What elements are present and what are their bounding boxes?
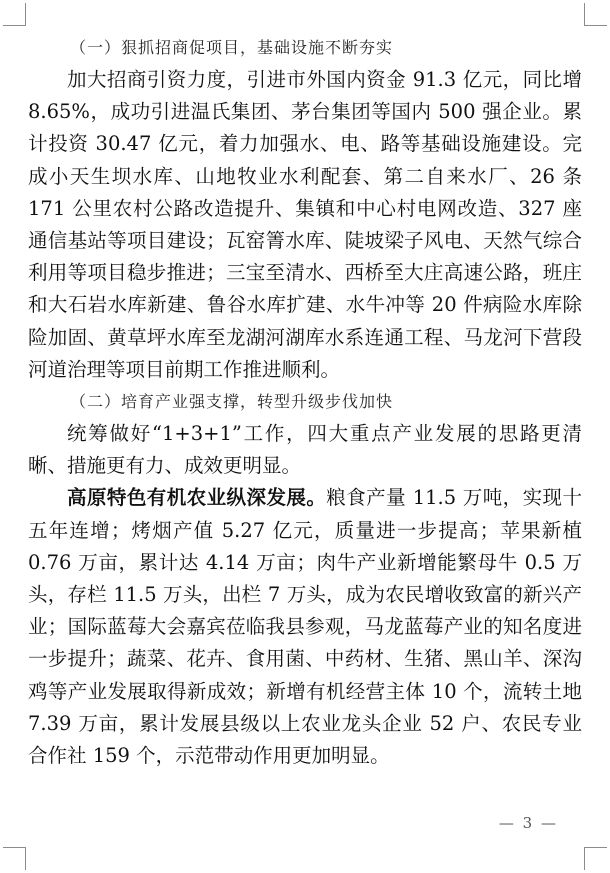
page-number: — 3 — [498,814,558,832]
paragraph-text: 粮食产量 11.5 万吨，实现十五年连增；烤烟产值 5.27 亿元，质量进一步提高；苹果新植 0.76 万亩，累计达 4.14 万亩；肉牛产业新增能繁母牛 0.5 万头，存栏 11.5 万头，出栏 7 万头，成为农民增收致富的新兴产业；国际蓝莓大会嘉宾莅临我县参观，马龙蓝莓产业的知名度进一步提升；蔬菜、花卉、食用菌、中药材、生猪、黑山羊、深沟鸡等产业发展取得新成效；新增有机经营主体 10 个，流转土地 7.39 万亩，累计发展县级以上农业龙头企业 52 户、农民专业合作社 159 个，示范带动作用更加明显。 [28,486,582,768]
body-paragraph [28,418,582,482]
section-heading: （一）狠抓招商促项目，基础设施不断夯实 [70,38,394,57]
crop-mark-top-right [584,3,607,26]
crop-mark-bottom-left [3,847,26,870]
section-heading: （二）培育产业强支撑，转型升级步伐加快 [70,392,394,412]
document-body [28,32,582,772]
crop-mark-top-left [3,3,26,26]
crop-mark-bottom-right [584,847,607,870]
paragraph-text: 加大招商引资力度，引进市外国内资金 91.3 亿元，同比增 8.65%，成功引进温氏集团、茅台集团等国内 500 强企业。累计投资 30.47 亿元，着力加强水、电、路等基础设施建设。完成小天生坝水库、山地牧业水利配套、第二自来水厂、26 条 171 公里农村公路改造提升、集镇和中心村电网改造、327 座通信基站等项目建设；瓦窑箐水库、陡坡梁子风电、天然气综合利用等项目稳步推进；三宝至清水、西桥至大庄高速公路，班庄和大石岩水库新建、鲁谷水库扩建、水牛冲等 20 件病险水库除险加固、黄草坪水库至龙湖河湖库水系连通工程、马龙河下营段河道治理等项目前期工作推进顺利。 [28,68,582,381]
body-paragraph [28,64,582,386]
body-paragraph [28,482,582,772]
paragraph-text: 统筹做好“1+3+1”工作，四大重点产业发展的思路更清晰、措施更有力、成效更明显。 [28,422,582,478]
paragraph-lead: 高原特色有机农业纵深发展。 [67,486,327,510]
